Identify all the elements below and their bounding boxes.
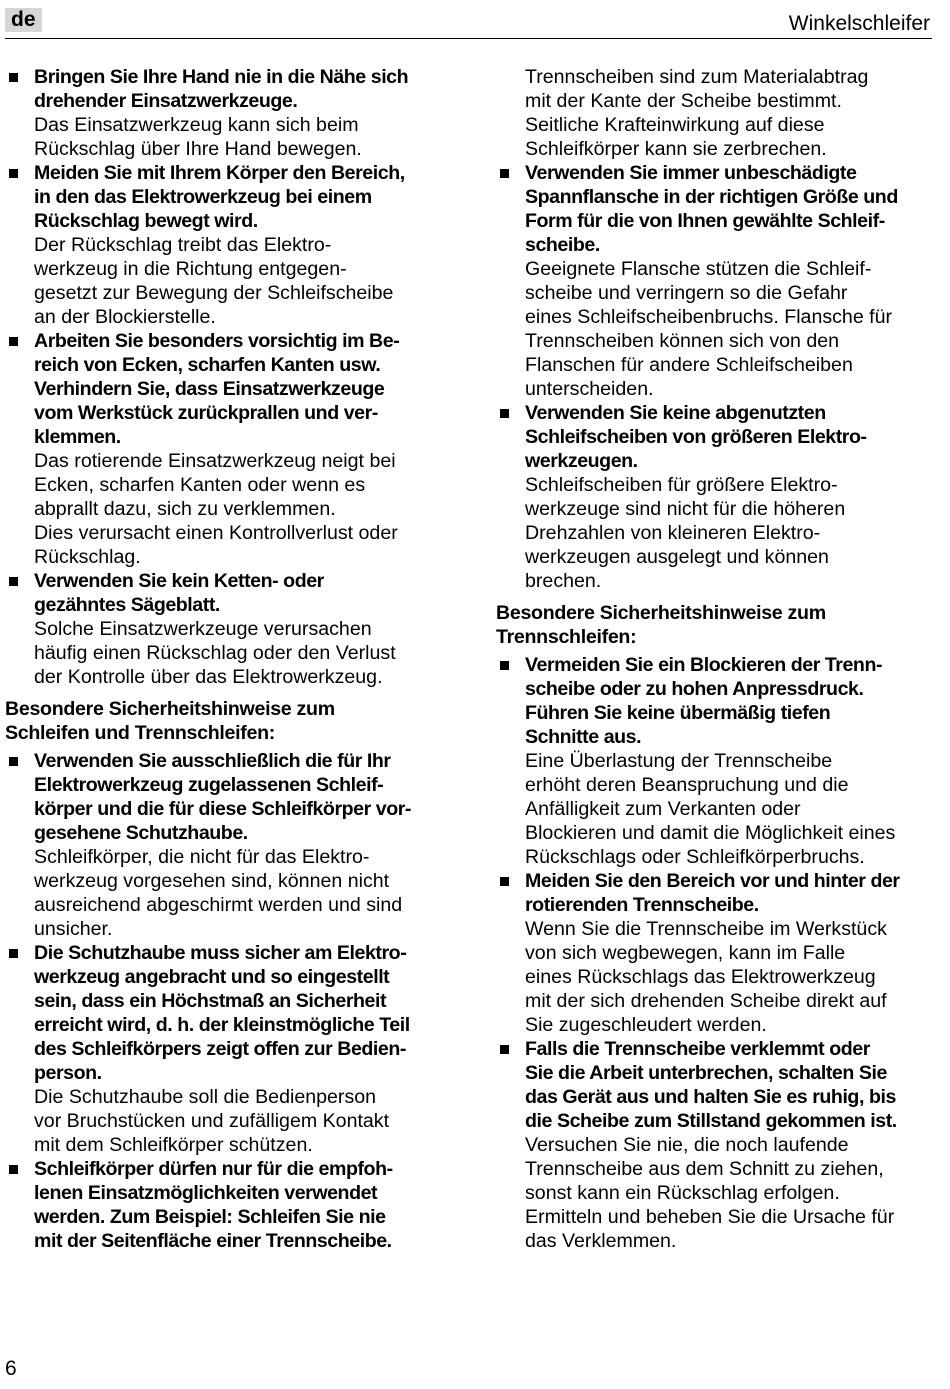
instruction-line: sein, dass ein Höchstmaß an Sicherheit [34,990,387,1012]
explanation-line: werkzeugen ausgelegt und können [525,546,829,568]
explanation-line: Blockieren und damit die Möglichkeit eines [525,822,896,844]
explanation-line: unsicher. [34,918,113,940]
safety-bullet-item [5,65,445,161]
explanation-line: erhöht deren Beanspruchung und die [525,774,849,796]
instruction-line: Verwenden Sie ausschließlich die für Ihr [34,750,391,772]
explanation-line: Seitliche Krafteinwirkung auf diese [525,114,825,136]
continued-paragraph [496,65,936,161]
right-column [496,65,936,1253]
instruction-line: Form für die von Ihnen gewählte Schleif- [525,210,885,232]
instruction-line: Schleifkörper dürfen nur für die empfoh- [34,1158,393,1180]
safety-bullet-item [496,869,936,1037]
instruction-line: gesehene Schutzhaube. [34,822,248,844]
explanation-line: eines Schleifscheibenbruchs. Flansche für [525,306,893,328]
instruction-line: reich von Ecken, scharfen Kanten usw. [34,354,381,376]
instruction-line: Führen Sie keine übermäßig tiefen [525,702,831,724]
explanation-line: scheibe und verringern so die Gefahr [525,282,848,304]
safety-bullet-item [496,653,936,869]
left-column [5,65,445,1253]
section-heading [5,697,445,745]
explanation-line: Rückschlag. [34,546,141,568]
instruction-line: Arbeiten Sie besonders vorsichtig im Be- [34,330,400,352]
explanation-line: Drehzahlen von kleineren Elektro- [525,522,821,544]
page-header-title: Winkelschleifer [788,12,930,35]
explanation-line: Solche Einsatzwerkzeuge verursachen [34,618,372,640]
explanation-line: Die Schutzhaube soll die Bedienperson [34,1086,377,1108]
instruction-line: klemmen. [34,426,121,448]
instruction-line: des Schleifkörpers zeigt offen zur Bedien- [34,1038,406,1060]
instruction-line: Spannflansche in der richtigen Größe und [525,186,898,208]
heading-line: Schleifen und Trennschleifen: [5,722,276,744]
explanation-line: von sich wegbewegen, kann im Falle [525,942,846,964]
instruction-line: das Gerät aus und halten Sie es ruhig, bis [525,1086,896,1108]
explanation-line: Schleifkörper kann sie zerbrechen. [525,138,827,160]
instruction-line: Falls die Trennscheibe verklemmt oder [525,1038,870,1060]
safety-bullet-item [5,329,445,569]
explanation-line: Das rotierende Einsatzwerkzeug neigt bei [34,450,396,472]
explanation-line: Ermitteln und beheben Sie die Ursache für [525,1206,895,1228]
instruction-line: Elektrowerkzeug zugelassenen Schleif- [34,774,384,796]
instruction-line: Die Schutzhaube muss sicher am Elektro- [34,942,407,964]
explanation-line: unterscheiden. [525,378,654,400]
instruction-line: gezähntes Sägeblatt. [34,594,220,616]
instruction-line: Schnitte aus. [525,726,642,748]
explanation-line: Ecken, scharfen Kanten oder wenn es [34,474,366,496]
explanation-line: werkzeuge sind nicht für die höheren [525,498,846,520]
explanation-line: mit dem Schleifkörper schützen. [34,1134,313,1156]
explanation-line: brechen. [525,570,602,592]
explanation-line: Geeignete Flansche stützen die Schleif- [525,258,872,280]
explanation-line: der Kontrolle über das Elektrowerkzeug. [34,666,383,688]
explanation-line: eines Rückschlags das Elektrowerkzeug [525,966,876,988]
instruction-line: Schleifscheiben von größeren Elektro- [525,426,867,448]
safety-bullet-item [496,1037,936,1253]
safety-bullet-item [5,1157,445,1253]
page-number: 6 [5,1357,17,1380]
explanation-line: Eine Überlastung der Trennscheibe [525,750,833,772]
safety-bullet-item [5,941,445,1157]
explanation-line: Rückschlag über Ihre Hand bewegen. [34,138,362,160]
explanation-line: häufig einen Rückschlag oder den Verlust [34,642,396,664]
instruction-line: drehender Einsatzwerkzeuge. [34,90,298,112]
safety-bullet-item [5,749,445,941]
explanation-line: vor Bruchstücken und zufälligem Kontakt [34,1110,390,1132]
instruction-line: in den das Elektrowerkzeug bei einem [34,186,372,208]
instruction-line: Verhindern Sie, dass Einsatzwerkzeuge [34,378,385,400]
language-badge: de [5,8,42,32]
explanation-line: Der Rückschlag treibt das Elektro- [34,234,332,256]
instruction-line: scheibe. [525,234,600,256]
header-divider [5,38,932,39]
instruction-line: Meiden Sie den Bereich vor und hinter der [525,870,900,892]
explanation-line: Flanschen für andere Schleifscheiben [525,354,853,376]
explanation-line: Wenn Sie die Trennscheibe im Werkstück [525,918,887,940]
instruction-line: Sie die Arbeit unterbrechen, schalten Sie [525,1062,887,1084]
explanation-line: sonst kann ein Rückschlag erfolgen. [525,1182,840,1204]
section-heading [496,601,936,649]
explanation-line: Trennscheiben können sich von den [525,330,840,352]
explanation-line: mit der Kante der Scheibe bestimmt. [525,90,842,112]
instruction-line: scheibe oder zu hohen Anpressdruck. [525,678,864,700]
explanation-line: Trennscheibe aus dem Schnitt zu ziehen, [525,1158,884,1180]
explanation-line: Versuchen Sie nie, die noch laufende [525,1134,849,1156]
explanation-line: gesetzt zur Bewegung der Schleifscheibe [34,282,394,304]
explanation-line: das Verklemmen. [525,1230,677,1252]
explanation-line: Anfälligkeit zum Verkanten oder [525,798,801,820]
explanation-line: werkzeug vorgesehen sind, können nicht [34,870,390,892]
instruction-line: lenen Einsatzmöglichkeiten verwendet [34,1182,378,1204]
heading-line: Besondere Sicherheitshinweise zum [5,698,335,720]
explanation-line: Schleifscheiben für größere Elektro- [525,474,838,496]
explanation-line: mit der sich drehenden Scheibe direkt auf [525,990,887,1012]
instruction-line: person. [34,1062,102,1084]
instruction-line: die Scheibe zum Stillstand gekommen ist. [525,1110,897,1132]
explanation-line: Dies verursacht einen Kontrollverlust oder [34,522,398,544]
heading-line: Besondere Sicherheitshinweise zum [496,602,826,624]
instruction-line: Verwenden Sie immer unbeschädigte [525,162,857,184]
explanation-line: ausreichend abgeschirmt werden und sind [34,894,403,916]
instruction-line: rotierenden Trennscheibe. [525,894,759,916]
explanation-line: Trennscheiben sind zum Materialabtrag [525,66,869,88]
instruction-line: vom Werkstück zurückprallen und ver- [34,402,378,424]
instruction-line: Meiden Sie mit Ihrem Körper den Bereich, [34,162,405,184]
safety-bullet-item [496,401,936,593]
explanation-line: werkzeug in die Richtung entgegen- [34,258,347,280]
instruction-line: Verwenden Sie kein Ketten- oder [34,570,324,592]
explanation-line: Schleifkörper, die nicht für das Elektro- [34,846,370,868]
safety-bullet-item [496,161,936,401]
explanation-line: abprallt dazu, sich zu verklemmen. [34,498,336,520]
explanation-line: Sie zugeschleudert werden. [525,1014,767,1036]
instruction-line: körper und die für diese Schleifkörper vor- [34,798,411,820]
explanation-line: Rückschlags oder Schleifkörperbruchs. [525,846,865,868]
explanation-line: Das Einsatzwerkzeug kann sich beim [34,114,359,136]
instruction-line: Vermeiden Sie ein Blockieren der Trenn- [525,654,883,676]
instruction-line: erreicht wird, d. h. der kleinstmögliche Teil [34,1014,410,1036]
instruction-line: mit der Seitenfläche einer Trennscheibe. [34,1230,392,1252]
explanation-line: an der Blockierstelle. [34,306,216,328]
safety-bullet-item [5,161,445,329]
instruction-line: werden. Zum Beispiel: Schleifen Sie nie [34,1206,386,1228]
safety-bullet-item [5,569,445,689]
instruction-line: Bringen Sie Ihre Hand nie in die Nähe sich [34,66,409,88]
instruction-line: werkzeug angebracht und so eingestellt [34,966,390,988]
instruction-line: werkzeugen. [525,450,638,472]
heading-line: Trennschleifen: [496,626,637,648]
instruction-line: Rückschlag bewegt wird. [34,210,258,232]
instruction-line: Verwenden Sie keine abgenutzten [525,402,826,424]
